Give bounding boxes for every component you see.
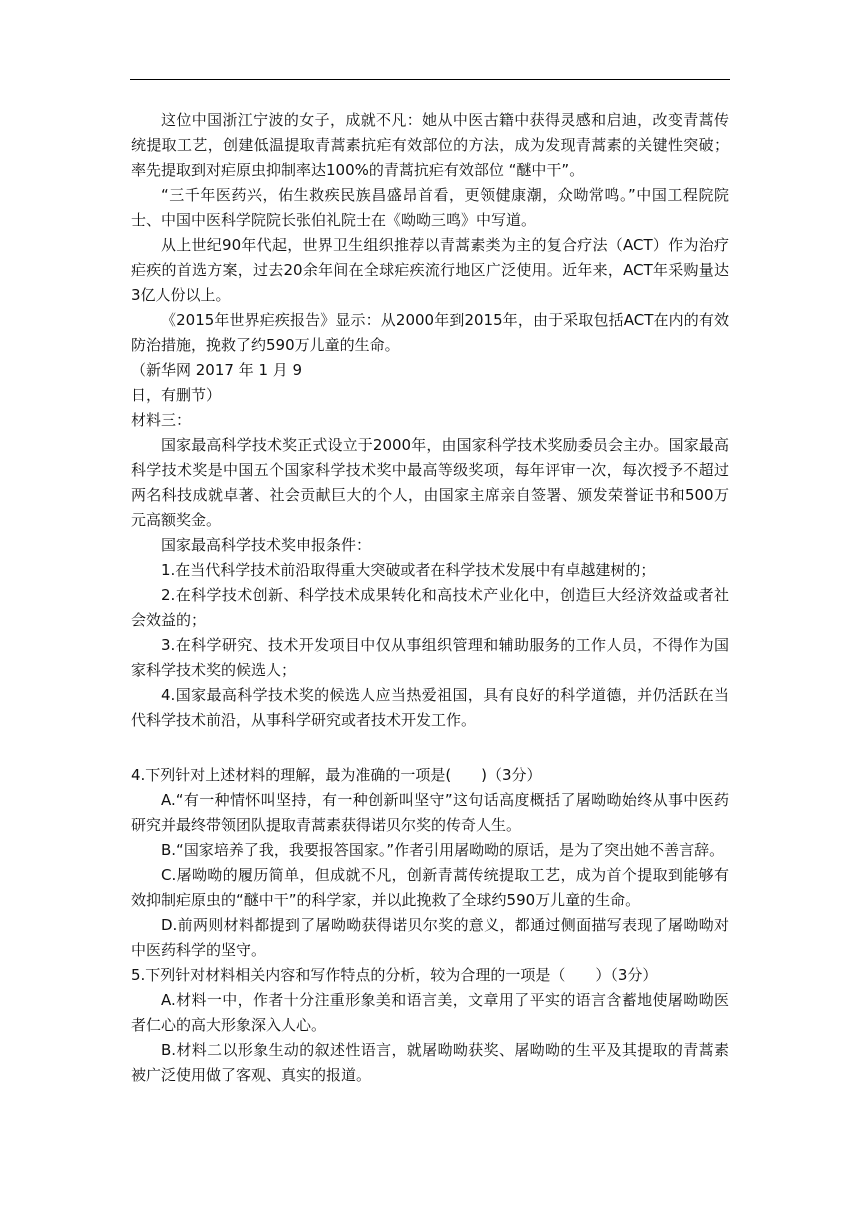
question-4-option-b: B.“国家培养了我，我要报答国家。”作者引用屠呦呦的原话，是为了突出她不善言辞。 [161, 841, 725, 859]
source-citation: （新华网 2017 年 1 月 9 [131, 361, 303, 379]
question-4-option-c: C.屠呦呦的履历简单，但成就不凡，创新青蒿传统提取工艺，成为首个提取到能够有效抑制疟原虫的“醚中干”的科学家，并以此挽救了全球约590万儿童的生命。 [131, 866, 729, 909]
paragraph-award-intro: 国家最高科学技术奖正式设立于2000年，由国家科学技术奖励委员会主办。国家最高科学技术奖是中国五个国家科学技术奖中最高等级奖项，每年评审一次，每次授予不超过两名科技成就卓著、社会贡献巨大的个人，由国家主席亲自签署、颁发荣誉证书和500万元高额奖金。 [131, 436, 729, 529]
document-body [131, 108, 729, 1088]
question-5: 5.下列针对材料相关内容和写作特点的分析，较为合理的一项是（ ）（3分） [131, 966, 658, 984]
header-rule [130, 79, 730, 80]
paragraph-material2-intro: 这位中国浙江宁波的女子，成就不凡：她从中医古籍中获得灵感和启迪，改变青蒿传统提取工艺，创建低温提取青蒿素抗疟有效部位的方法，成为发现青蒿素的关键性突破；率先提取到对疟原虫抑制率达100%的青蒿抗疟有效部位 “醚中干”。 [131, 111, 729, 179]
condition-item: 4.国家最高科学技术奖的候选人应当热爱祖国，具有良好的科学道德，并仍活跃在当代科学技术前沿，从事科学研究或者技术开发工作。 [131, 686, 729, 729]
question-4: 4.下列针对上述材料的理解，最为准确的一项是( )（3分） [131, 766, 542, 784]
paragraph-report: 《2015年世界疟疾报告》显示：从2000年到2015年，由于采取包括ACT在内的有效防治措施，挽救了约590万儿童的生命。 [131, 311, 729, 354]
paragraph-quote: “三千年医药兴，佑生救疾民族昌盛昂首看，更领健康潮，众呦常鸣。”中国工程院院士、中国中医科学院院长张伯礼院士在《呦呦三鸣》中写道。 [131, 186, 729, 229]
spacer [131, 733, 729, 763]
question-5-option-a: A.材料一中，作者十分注重形象美和语言美，文章用了平实的语言含蓄地使屠呦呦医者仁心的高大形象深入人心。 [131, 991, 729, 1034]
question-4-option-d: D.前两则材料都提到了屠呦呦获得诺贝尔奖的意义，都通过侧面描写表现了屠呦呦对中医药科学的坚守。 [131, 916, 729, 959]
paragraph-conditions-heading: 国家最高科学技术奖申报条件： [161, 536, 372, 554]
paragraph-act: 从上世纪90年代起，世界卫生组织推荐以青蒿素类为主的复合疗法（ACT）作为治疗疟疾的首选方案，过去20余年间在全球疟疾流行地区广泛使用。近年来，ACT年采购量达3亿人份以上。 [131, 236, 729, 304]
condition-item: 3.在科学研究、技术开发项目中仅从事组织管理和辅助服务的工作人员，不得作为国家科学技术奖的候选人； [131, 636, 729, 679]
condition-item: 1.在当代科学技术前沿取得重大突破或者在科学技术发展中有卓越建树的； [161, 561, 656, 579]
source-citation-cont: 日，有删节） [131, 386, 222, 404]
question-5-option-b: B.材料二以形象生动的叙述性语言，就屠呦呦获奖、屠呦呦的生平及其提取的青蒿素被广泛使用做了客观、真实的报道。 [131, 1041, 729, 1084]
material3-heading: 材料三： [131, 411, 192, 429]
question-4-option-a: A.“有一种情怀叫坚持，有一种创新叫坚守”这句话高度概括了屠呦呦始终从事中医药研究并最终带领团队提取青蒿素获得诺贝尔奖的传奇人生。 [131, 791, 729, 834]
condition-item: 2.在科学技术创新、科学技术成果转化和高技术产业化中，创造巨大经济效益或者社会效益的； [131, 586, 729, 629]
